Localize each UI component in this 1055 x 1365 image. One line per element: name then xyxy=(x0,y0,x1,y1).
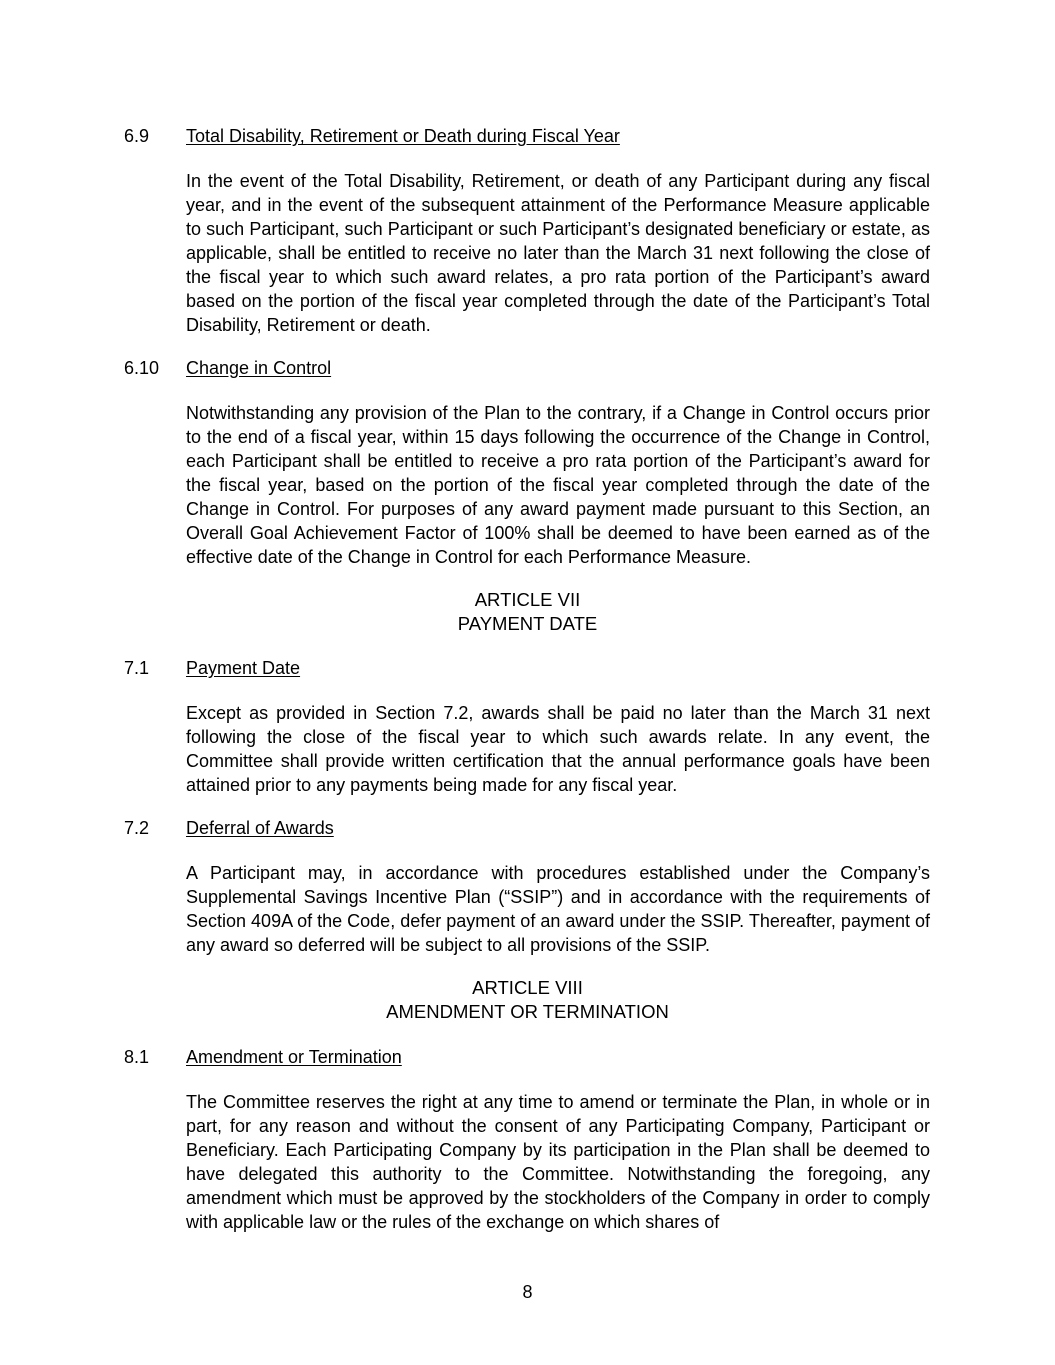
section-number: 7.1 xyxy=(124,658,150,678)
section-number: 7.2 xyxy=(124,818,150,838)
section-body-6-10: Notwithstanding any provision of the Plan to the contrary, if a Change in Control occurs prior to the end of a fiscal year, within 15 days following the occurrence of the Change in Control, each Participant shall be entitled to receive a pro rata portion of the Participant’s award for the fiscal year, based on the portion of the fiscal year completed through the date of the Change in Control. For purposes of any award payment made pursuant to this Section, an Overall Goal Achievement Factor of 100% shall be deemed to have been earned as of the effective date of the Change in Control for each Performance Measure. xyxy=(186,403,930,567)
section-number: 6.9 xyxy=(124,126,150,146)
section-title: Amendment or Termination xyxy=(186,1047,402,1067)
article-heading-8 xyxy=(0,976,1055,1024)
section-title: Payment Date xyxy=(186,658,301,678)
article-heading-7 xyxy=(0,588,1055,636)
section-body-7-1: Except as provided in Section 7.2, awards shall be paid no later than the March 31 next following the close of the fiscal year to which such awards relate. In any event, the Committee shall provide written certification that the annual performance goals have been attained prior to any payments being made for any fiscal year. xyxy=(186,703,930,795)
article-label: ARTICLE VIII xyxy=(472,977,583,998)
article-title: AMENDMENT OR TERMINATION xyxy=(386,1001,669,1022)
article-label: ARTICLE VII xyxy=(474,589,581,610)
section-body-8-1: The Committee reserves the right at any time to amend or terminate the Plan, in whole or in part, for any reason and without the consent of any Participating Company, Participant or Beneficiary. Each Participating Company by its participation in the Plan shall be deemed to have delegated this authority to the Committee. Notwithstanding the foregoing, any amendment which must be approved by the stockholders of the Company in order to comply with applicable law or the rules of the exchange on which shares of xyxy=(186,1092,930,1232)
page-number: 8 xyxy=(522,1282,533,1302)
section-number: 6.10 xyxy=(124,358,160,378)
section-number: 8.1 xyxy=(124,1047,150,1067)
section-body-6-9: In the event of the Total Disability, Retirement, or death of any Participant during any fiscal year, and in the event of the subsequent attainment of the Performance Measure applicable to such Participant, such Participant or such Participant’s designated beneficiary or estate, as applicable, shall be entitled to receive no later than the March 31 next following the close of the fiscal year to which such award relates, a pro rata portion of the Participant’s award based on the portion of the fiscal year completed through the date of the Participant’s Total Disability, Retirement or death. xyxy=(186,171,930,335)
section-title: Change in Control xyxy=(186,358,332,378)
section-body-7-2: A Participant may, in accordance with procedures established under the Company’s Supplemental Savings Incentive Plan (“SSIP”) and in accordance with the requirements of Section 409A of the Code, defer payment of an award under the SSIP. Thereafter, payment of any award so deferred will be subject to all provisions of the SSIP. xyxy=(186,863,930,955)
article-title: PAYMENT DATE xyxy=(457,613,598,634)
section-title: Deferral of Awards xyxy=(186,818,334,838)
section-title: Total Disability, Retirement or Death during Fiscal Year xyxy=(186,126,620,146)
